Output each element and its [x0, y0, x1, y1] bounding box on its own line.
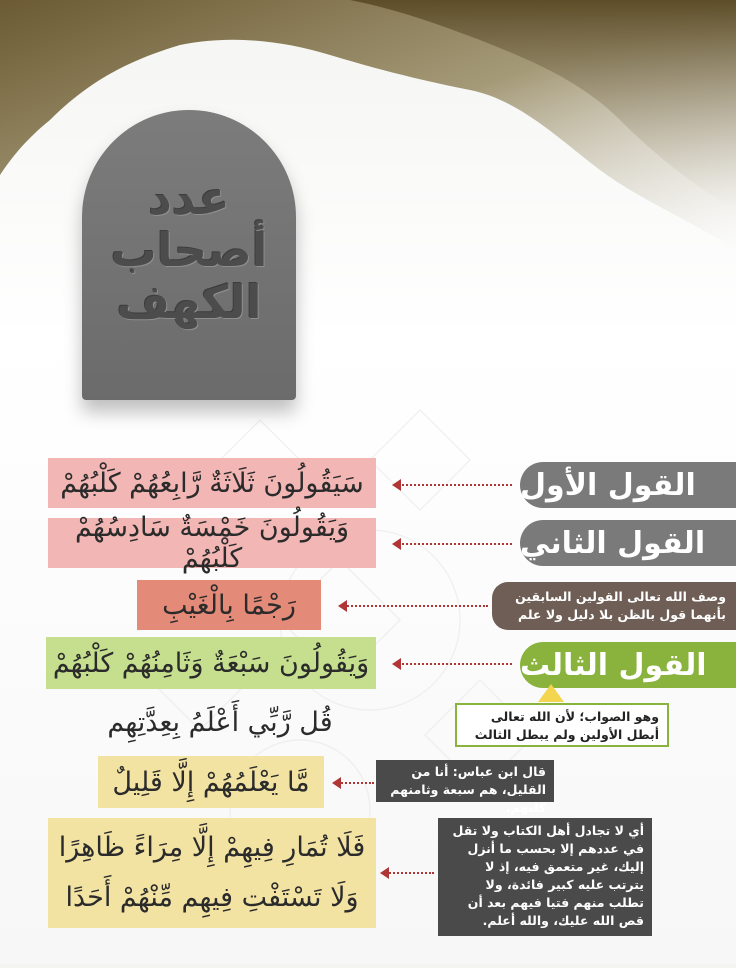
- title-line-3: الكهف: [116, 275, 262, 329]
- label-second-saying: القول الثاني: [520, 520, 736, 566]
- verse-lord-knows: قُل رَّبِّي أَعْلَمُ بِعِدَّتِهِم: [107, 706, 333, 738]
- arrow-second: [394, 543, 512, 547]
- verse-only-few-know: مَّا يَعْلَمُهُمْ إِلَّا قَلِيلٌ: [98, 756, 324, 808]
- verse-line-2: وَلَا تَسْتَفْتِ فِيهِم مِّنْهُمْ أَحَدًا: [65, 882, 359, 913]
- verse-third-saying: وَيَقُولُونَ سَبْعَةٌ وَثَامِنُهُمْ كَلْبُهُمْ: [46, 637, 376, 689]
- title-line-1: عدد: [148, 171, 230, 225]
- note-dispute-explanation: أي لا تجادل أهل الكتاب ولا تقل في عددهم إلا بحسب ما أنزل إليك، غير متعمق فيه، إذ لا يترتب عليه كبير فائدة، ولا تطلب منهم فتيا فيهم بعد أن قص الله عليك، والله أعلم.: [438, 818, 652, 936]
- arrow-few: [334, 782, 374, 786]
- arrow-first: [394, 484, 512, 488]
- page-title: [82, 172, 296, 328]
- verse-line-1: فَلَا تُمَارِ فِيهِمْ إِلَّا مِرَاءً ظَاهِرًا: [58, 832, 366, 863]
- label-third-saying: القول الثالث: [520, 642, 736, 688]
- note-ibn-abbas: قال ابن عباس: أنا من القليل، هم سبعة وثامنهم كلبهم.: [376, 760, 554, 802]
- arrow-guesswork: [340, 605, 488, 609]
- title-line-2: أصحاب: [110, 223, 268, 277]
- arrow-third: [394, 663, 512, 667]
- note-second-description: وصف الله تعالى القولين السابقين بأنهما قول بالظن بلا دليل ولا علم: [492, 582, 736, 630]
- arrow-dispute: [382, 872, 434, 876]
- verse-first-saying: سَيَقُولُونَ ثَلَاثَةٌ رَّابِعُهُمْ كَلْبُهُمْ: [48, 458, 376, 508]
- note-third-description: وهو الصواب؛ لأن الله تعالى أبطل الأولين ولم يبطل الثالث: [455, 703, 669, 747]
- pointer-triangle: [538, 684, 564, 702]
- verse-guesswork: رَجْمًا بِالْغَيْبِ: [137, 580, 321, 630]
- verse-do-not-dispute: [48, 818, 376, 928]
- verse-second-saying: وَيَقُولُونَ خَمْسَةٌ سَادِسُهُمْ كَلْبُهُمْ: [48, 518, 376, 568]
- label-first-saying: القول الأول: [520, 462, 736, 508]
- tombstone: [82, 110, 296, 400]
